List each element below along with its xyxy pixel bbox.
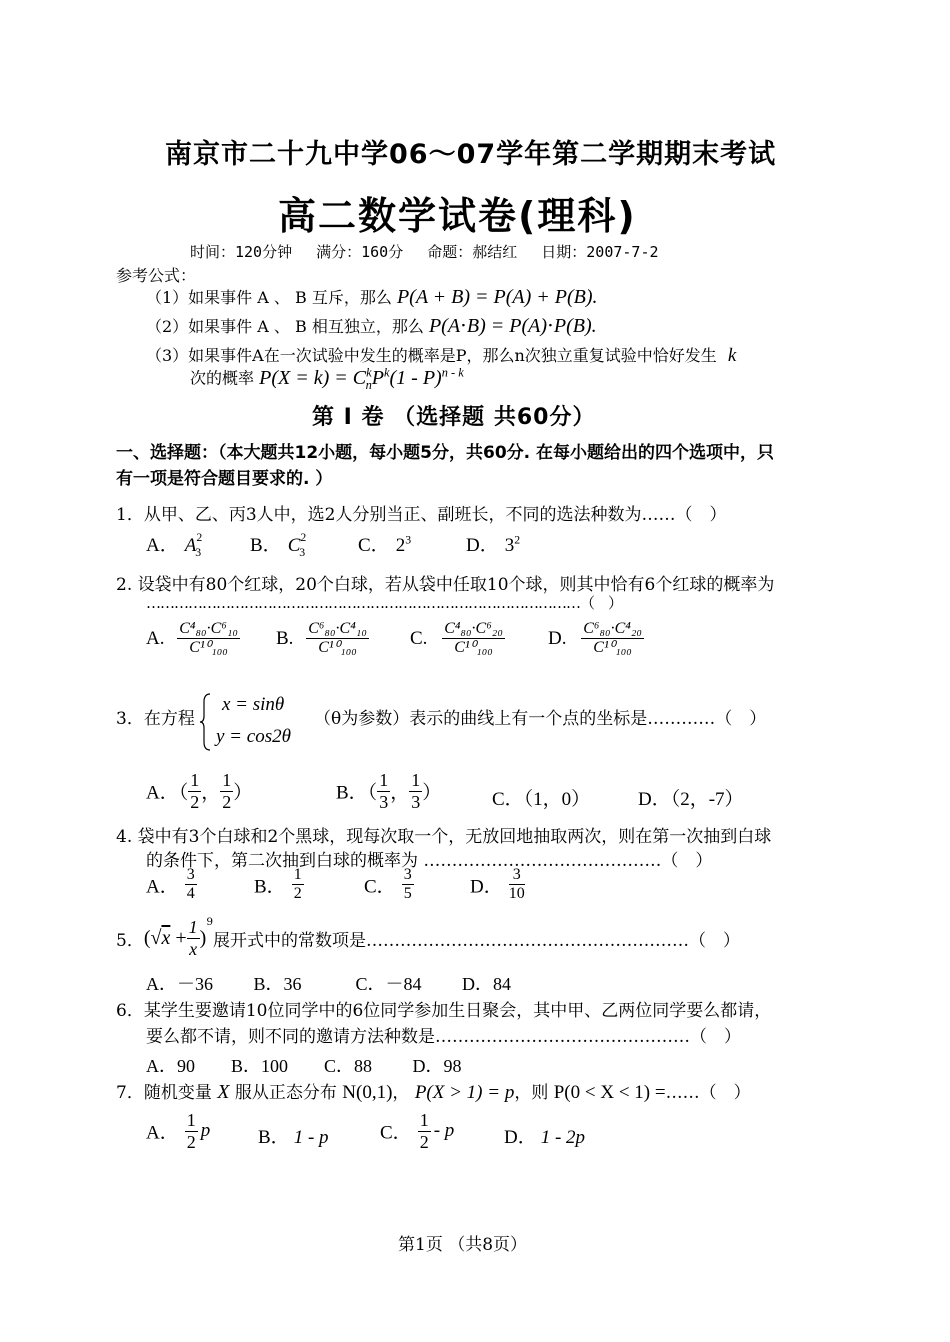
formula-3-k: k <box>727 345 737 366</box>
q4-option-c[interactable]: C． $\frac{3}{5}$ <box>364 866 412 903</box>
q4-option-b[interactable]: B． $\frac{1}{2}$ <box>254 866 302 903</box>
q2-dots: …………………………………………………………………………………（ ） <box>146 594 623 612</box>
q2-option-b[interactable]: B. $\frac{\text{C⁶₈₀·C⁴₁₀}}{\text{C¹⁰₁₀₀}}$ <box>276 620 367 657</box>
exam-meta: 时间：120分钟 满分：160分 命题：郝结红 日期：2007-7-2 <box>190 243 659 261</box>
q5-options[interactable]: A．－36 B．36 C．－84 D．84 <box>146 974 512 994</box>
formula-3-line2 <box>190 365 464 393</box>
q3-lead: 3．在方程 <box>116 709 195 729</box>
formula-1 <box>146 285 598 309</box>
q3-option-a[interactable]: A．（ $\frac{1}{2}$ ， $\frac{1}{2}$ ） <box>146 770 253 812</box>
q5-stem: 5．(√x + $\frac{1}{x}$ )$^9$展开式中的常数项是…………………………………………………（ ） <box>116 916 741 959</box>
q1-stem: 1．从甲、乙、丙3人中，选2人分别当正、副班长，不同的选法种数为……（ ） <box>116 505 727 525</box>
part1-heading: 第 Ⅰ 卷 （选择题 共60分） <box>312 405 596 430</box>
formula-3-text2: 次的概率 <box>190 368 255 388</box>
q3-eq2: y = cos2θ <box>216 726 291 747</box>
q7-option-a[interactable]: A． $\frac{1}{2}$ p <box>146 1110 211 1152</box>
formula-3-text: （3）如果事件A在一次试验中发生的概率是P，那么n次独立重复试验中恰好发生 <box>146 346 717 365</box>
q4-option-d[interactable]: D． $\frac{3}{10}$ <box>470 866 525 903</box>
instruction-line2: 有一项是符合题目要求的. ） <box>116 469 333 489</box>
formula-3-math: $P(X = k) = C^k_nP^k(1 - P)^{n - k}$ <box>259 365 464 392</box>
q4-option-a[interactable]: A． $\frac{3}{4}$ <box>146 866 195 903</box>
q1-option-a[interactable]: A． $A^2_3$ <box>146 531 203 559</box>
q7-option-b[interactable]: B． 1 - p <box>258 1127 329 1148</box>
q1-option-b[interactable]: B． $C^2_3$ <box>250 531 307 559</box>
q7-option-d[interactable]: D． 1 - 2p <box>504 1127 586 1148</box>
q2-option-d[interactable]: D. $\frac{\text{C⁶₈₀·C⁴₂₀}}{\text{C¹⁰₁₀₀}}$ <box>548 620 642 657</box>
formula-1-text: （1）如果事件 A 、 B 互斥，那么 <box>146 288 392 307</box>
q7-option-c[interactable]: C． $\frac{1}{2}$ - p <box>380 1110 455 1152</box>
q7-stem: 7．随机变量 X 服从正态分布 N(0,1)， P(X > 1) = p，则 P(0 < X < 1) =……（ ） <box>116 1081 751 1103</box>
q2-option-c[interactable]: C. $\frac{\text{C⁴₈₀·C⁶₂₀}}{\text{C¹⁰₁₀₀}}$ <box>410 620 503 657</box>
q3-brace <box>198 692 214 752</box>
school-header: 南京市二十九中学06～07学年第二学期期末考试 <box>165 139 777 170</box>
page-title: 高二数学试卷(理科) <box>278 194 637 238</box>
formula-2-text: （2）如果事件 A 、 B 相互独立，那么 <box>146 317 424 336</box>
q3-param: （θ为参数）表示的曲线上有一个点的坐标是…………（ ） <box>314 709 767 729</box>
q3-option-c[interactable]: C．（1，0） <box>492 789 591 810</box>
q6-options[interactable]: A．90 B．100 C．88 D．98 <box>146 1056 462 1076</box>
q4-stem-line1: 4. 袋中有3个白球和2个黑球，现每次取一个，无放回地抽取两次，则在第一次抽到白球 <box>116 827 772 847</box>
formula-heading: 参考公式： <box>116 266 197 285</box>
formula-2 <box>146 313 597 338</box>
q6-stem-line2: 要么都不请，则不同的邀请方法种数是………………………………………（ ） <box>146 1027 741 1047</box>
formula-1-math: P(A + B) = P(A) + P(B). <box>396 286 598 308</box>
q2-option-a[interactable]: A. $\frac{\text{C⁴₈₀·C⁶₁₀}}{\text{C¹⁰₁₀₀}}$ <box>146 620 238 657</box>
q1-option-c[interactable]: C． $2^3$ <box>358 533 412 556</box>
formula-2-math: P(A⋅B) = P(A)⋅P(B). <box>428 315 597 337</box>
q3-eq1: x = sinθ <box>222 694 285 715</box>
q3-option-d[interactable]: D．（2，-7） <box>638 789 744 810</box>
q1-option-d[interactable]: D． $3^2$ <box>466 533 521 556</box>
q2-stem: 2. 设袋中有80个红球，20个白球，若从袋中任取10个球，则其中恰有6个红球的概率为 <box>116 575 775 595</box>
q3-option-b[interactable]: B．（ $\frac{1}{3}$ ， $\frac{1}{3}$ ） <box>336 770 442 812</box>
instruction-line1: 一、选择题：（本大题共12小题，每小题5分，共60分. 在每小题给出的四个选项中，只 <box>116 443 775 463</box>
q4-stem-line2: 的条件下，第二次抽到白球的概率为 ……………………………………（ ） <box>146 851 713 871</box>
q6-stem-line1: 6．某学生要邀请10位同学中的6位同学参加生日聚会，其中甲、乙两位同学要么都请， <box>116 1001 772 1021</box>
formula-3-line1 <box>146 343 736 367</box>
page-footer: 第1页 （共8页） <box>398 1235 528 1255</box>
